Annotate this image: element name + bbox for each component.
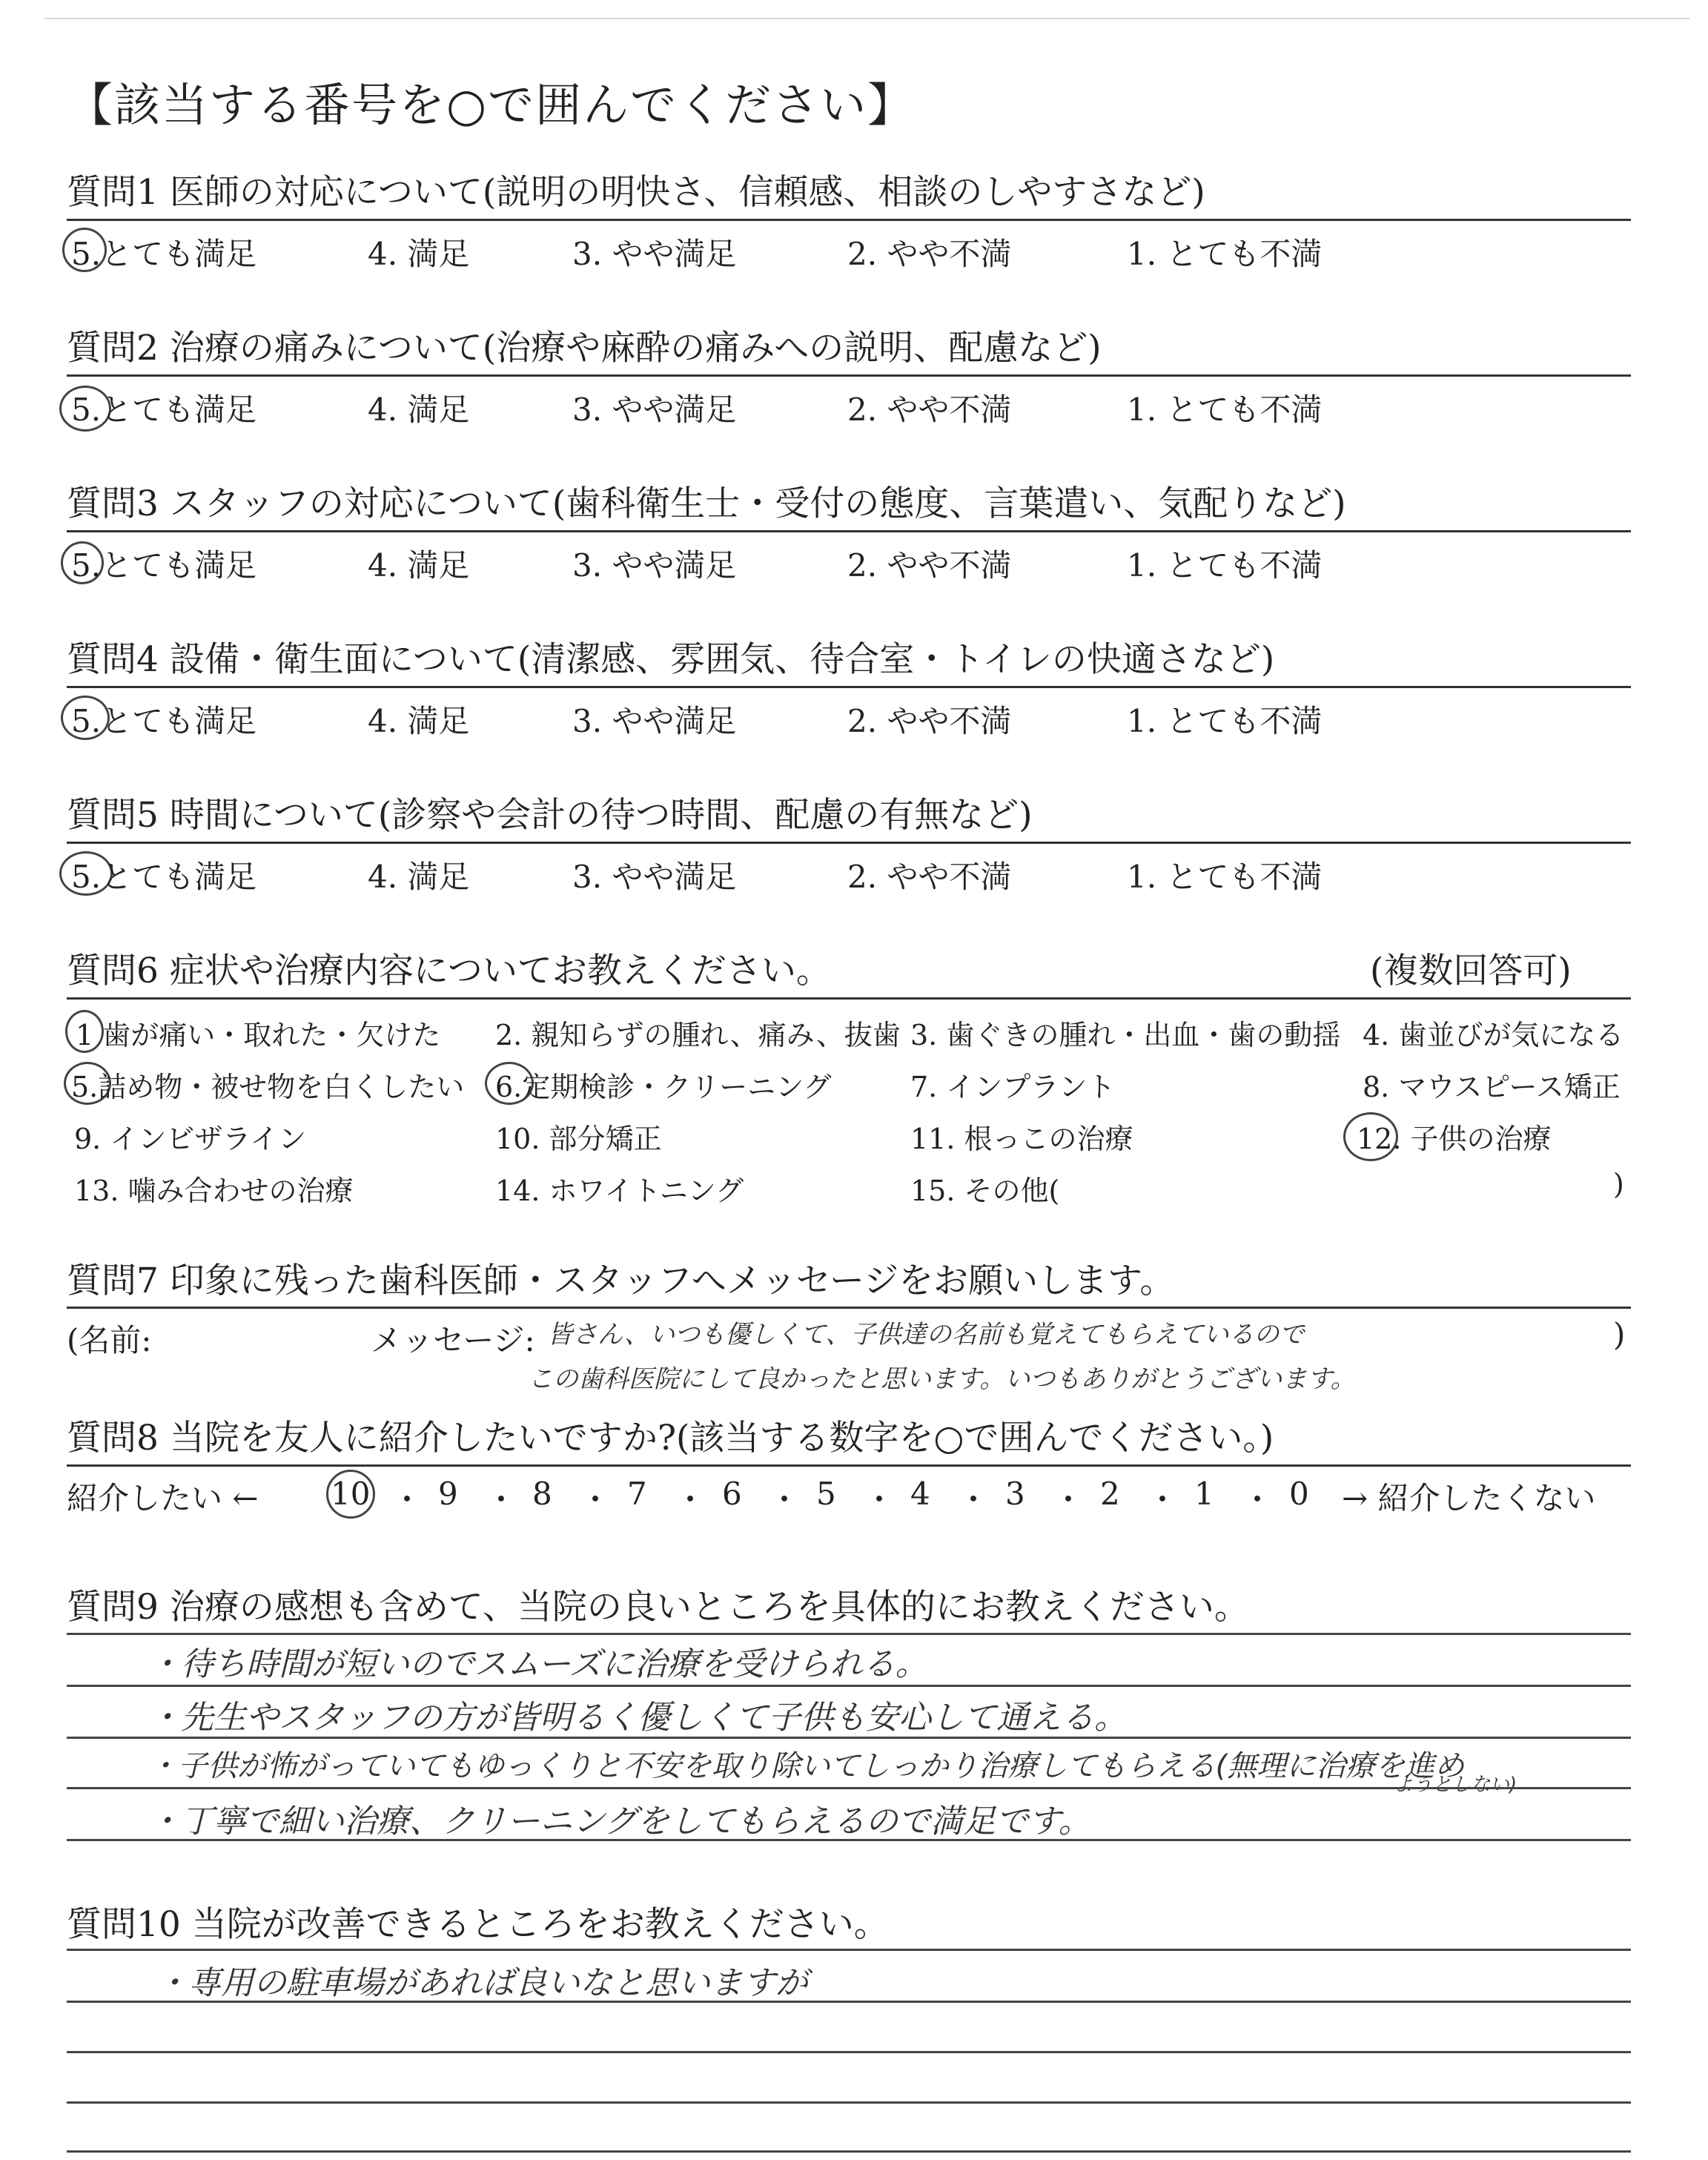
q9-answer-line [67,1787,1631,1789]
q3-option-3[interactable]: 3. やや満足 [572,547,737,584]
q9-answer-line [67,1839,1631,1841]
q6-option-10[interactable]: 10. 部分矯正 [495,1123,662,1155]
scale-dot: ・ [1053,1482,1085,1518]
scale-dot: ・ [864,1482,896,1518]
q7-message-line-1: 皆さん、いつも優しくて、子供達の名前も覚えてもらえているので [547,1320,1305,1350]
scale-dot: ・ [580,1482,612,1518]
question-6-title: 質問6 症状や治療内容についてお教えください。 [67,951,831,991]
scale-dot: ・ [1147,1482,1179,1518]
q3-option-5[interactable]: 5.とても満足 [71,547,257,584]
q2-option-3[interactable]: 3. やや満足 [572,392,737,428]
q1-option-2[interactable]: 2. やや不満 [847,236,1012,272]
scale-8[interactable]: 8 [532,1476,552,1512]
q10-answer-line [67,2150,1631,2153]
q9-rule [67,1633,1631,1635]
q8-left-label: 紹介したい ← [67,1480,259,1516]
scale-1[interactable]: 1 [1194,1476,1214,1512]
scale-7[interactable]: 7 [627,1476,647,1512]
q6-option-12[interactable]: 12. 子供の治療 [1357,1123,1552,1155]
scale-dot: ・ [486,1482,517,1518]
q8-right-label: → 紹介したくない [1342,1480,1596,1516]
q10-rule [67,1949,1631,1951]
q10-answer-line [67,2001,1631,2003]
scale-9[interactable]: 9 [438,1476,458,1512]
question-1-title: 質問1 医師の対応について(説明の明快さ、信頼感、相談のしやすさなど) [67,172,1205,213]
question-2-title: 質問2 治療の痛みについて(治療や麻酔の痛みへの説明、配慮など) [67,328,1102,369]
q6-option-1[interactable]: 1 歯が痛い・取れた・欠けた [76,1019,441,1051]
scale-6[interactable]: 6 [722,1476,742,1512]
q4-option-2[interactable]: 2. やや不満 [847,703,1012,739]
q7-name-label: (名前: [67,1322,152,1358]
q7-message-label: メッセージ: [371,1322,535,1358]
q6-option-8[interactable]: 8. マウスピース矯正 [1363,1071,1621,1103]
question-1-rule [67,219,1631,221]
q6-option-15-close: ) [1613,1168,1624,1200]
q9-answer-3: ・子供が怖がっていてもゆっくりと不安を取り除いてしっかり治療してもらえる(無理に治療を進め [148,1749,1465,1783]
scan-top-edge [44,18,1690,19]
q10-answer-line [67,2051,1631,2053]
question-3-rule [67,530,1631,532]
q9-answer-line [67,1737,1631,1739]
q6-option-5[interactable]: 5.詰め物・被せ物を白くしたい [71,1071,465,1103]
q4-option-4[interactable]: 4. 満足 [368,703,470,739]
q6-option-15[interactable]: 15. その他( [910,1175,1060,1207]
scale-4[interactable]: 4 [910,1476,930,1512]
question-4-rule [67,686,1631,688]
q2-option-4[interactable]: 4. 満足 [368,392,470,428]
question-8-rule [67,1464,1631,1467]
q5-option-1[interactable]: 1. とても不満 [1127,859,1323,895]
q5-option-2[interactable]: 2. やや不満 [847,859,1012,895]
question-6-rule [67,997,1631,1000]
q6-option-11[interactable]: 11. 根っこの治療 [910,1123,1133,1155]
scale-2[interactable]: 2 [1100,1476,1120,1512]
scale-5[interactable]: 5 [816,1476,836,1512]
q6-option-14[interactable]: 14. ホワイトニング [495,1175,744,1207]
q10-answer-1: ・専用の駐車場があれば良いなと思いますが [156,1964,808,2002]
q6-option-7[interactable]: 7. インプラント [910,1071,1116,1103]
question-7-title: 質問7 印象に残った歯科医師・スタッフへメッセージをお願いします。 [67,1261,1175,1301]
q9-answer-2: ・先生やスタッフの方が皆明るく優しくて子供も安心して通える。 [148,1699,1127,1737]
q3-option-4[interactable]: 4. 満足 [368,547,470,584]
q3-option-1[interactable]: 1. とても不満 [1127,547,1323,584]
question-4-title: 質問4 設備・衛生面について(清潔感、雰囲気、待合室・トイレの快適さなど) [67,639,1275,680]
q6-option-13[interactable]: 13. 噛み合わせの治療 [74,1175,354,1207]
question-9-title: 質問9 治療の感想も含めて、当院の良いところを具体的にお教えください。 [67,1587,1249,1628]
q7-message-line-2: この歯科医院にして良かったと思います。いつもありがとうございます。 [528,1364,1356,1394]
question-10-title: 質問10 当院が改善できるところをお教えください。 [67,1904,889,1945]
q6-option-6[interactable]: 6.定期検診・クリーニング [495,1071,832,1103]
question-8-title: 質問8 当院を友人に紹介したいですか?(該当する数字を○で囲んでください。) [67,1418,1274,1459]
q6-option-2[interactable]: 2. 親知らずの腫れ、痛み、抜歯 [495,1019,901,1051]
scale-0[interactable]: 0 [1289,1476,1309,1512]
scale-dot: ・ [769,1482,801,1518]
scale-10[interactable]: 10 [331,1476,371,1512]
question-7-rule [67,1307,1631,1309]
q9-answer-3-note: ようとしない) [1394,1774,1517,1796]
question-3-title: 質問3 スタッフの対応について(歯科衛生士・受付の態度、言葉遣い、気配りなど) [67,483,1346,524]
question-5-rule [67,842,1631,844]
q5-option-3[interactable]: 3. やや満足 [572,859,737,895]
q9-answer-4: ・丁寧で細い治療、クリーニングをしてもらえるので満足です。 [148,1803,1091,1840]
q9-answer-line [67,1685,1631,1687]
scale-dot: ・ [958,1482,990,1518]
q6-option-3[interactable]: 3. 歯ぐきの腫れ・出血・歯の動揺 [910,1019,1341,1051]
question-5-title: 質問5 時間について(診察や会計の待つ時間、配慮の有無など) [67,795,1033,836]
q6-option-4[interactable]: 4. 歯並びが気になる [1363,1019,1624,1051]
q10-answer-line [67,2101,1631,2104]
scale-dot: ・ [675,1482,706,1518]
scale-dot: ・ [1242,1482,1274,1518]
q7-close: ) [1613,1316,1626,1353]
q4-option-1[interactable]: 1. とても不満 [1127,703,1323,739]
scale-3[interactable]: 3 [1005,1476,1025,1512]
page-title: 【該当する番号を○で囲んでください】 [67,78,916,132]
q6-option-9[interactable]: 9. インビザライン [74,1123,307,1155]
q5-option-5[interactable]: 5.とても満足 [71,859,257,895]
q9-answer-1: ・待ち時間が短いのでスムーズに治療を受けられる。 [148,1645,928,1683]
q1-option-1[interactable]: 1. とても不満 [1127,236,1323,272]
q5-option-4[interactable]: 4. 満足 [368,859,470,895]
q2-option-1[interactable]: 1. とても不満 [1127,392,1323,428]
q1-option-5[interactable]: 5.とても満足 [71,236,257,272]
q4-option-5[interactable]: 5.とても満足 [71,703,257,739]
question-2-rule [67,374,1631,377]
q3-option-2[interactable]: 2. やや不満 [847,547,1012,584]
q1-option-3[interactable]: 3. やや満足 [572,236,737,272]
question-6-note: (複数回答可) [1370,951,1572,991]
q2-option-2[interactable]: 2. やや不満 [847,392,1012,428]
scale-dot: ・ [391,1482,423,1518]
q2-option-5[interactable]: 5.とても満足 [71,392,257,428]
q1-option-4[interactable]: 4. 満足 [368,236,470,272]
q4-option-3[interactable]: 3. やや満足 [572,703,737,739]
